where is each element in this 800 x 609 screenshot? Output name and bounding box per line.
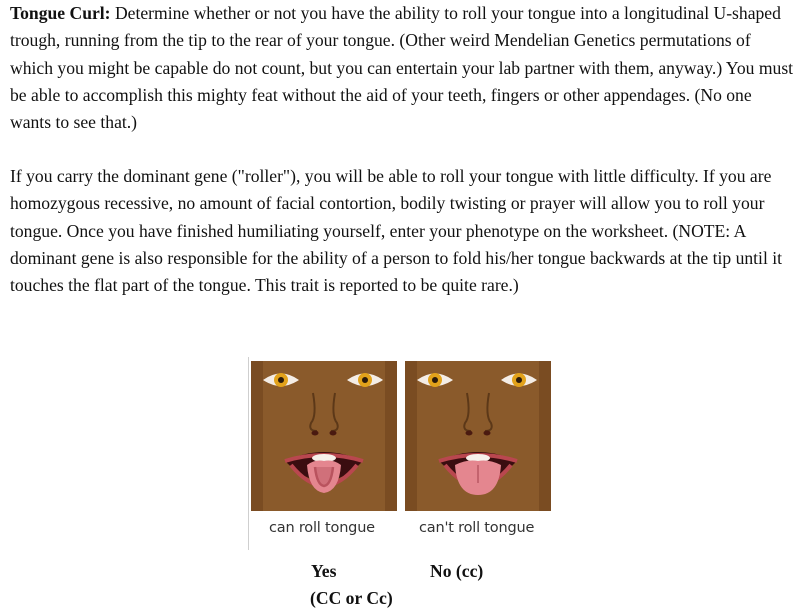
rolled-tongue-face-image: [251, 361, 397, 511]
intro-paragraph: [10, 0, 794, 136]
flat-tongue-face-image: [405, 361, 551, 511]
tongue-roll-figure: [248, 357, 551, 550]
body-paragraph: If you carry the dominant gene ("roller"), you will be able to roll your tongue with little difficulty. If you are homozygous recessive, no amount of facial contortion, bodily twisting or prayer will allow you to roll your tongue. Once you have finished humiliating yourself, enter your phenotype on the worksheet. (NOTE: A dominant gene is also responsible for the ability of a person to fold his/her tongue backwards at the tip until it touches the flat part of the tongue. This trait is reported to be quite rare.): [10, 166, 783, 296]
section-title: Tongue Curl:: [10, 3, 111, 23]
right-caption: can't roll tongue: [419, 520, 535, 536]
left-caption: can roll tongue: [269, 520, 375, 536]
no-label: No (cc): [430, 561, 484, 581]
yes-label: Yes: [311, 561, 337, 581]
yes-genotype: (CC or Cc): [310, 588, 393, 608]
intro-text: Determine whether or not you have the ability to roll your tongue into a longitudinal U-shaped trough, running from the tip to the rear of your tongue. (Other weird Mendelian Genetics permutations of which you might be capable do not count, but you can entertain your lab partner with them, anyway.) You must be able to accomplish this mighty feat without the aid of your teeth, fingers or other appendages. (No one wants to see that.): [10, 3, 794, 133]
